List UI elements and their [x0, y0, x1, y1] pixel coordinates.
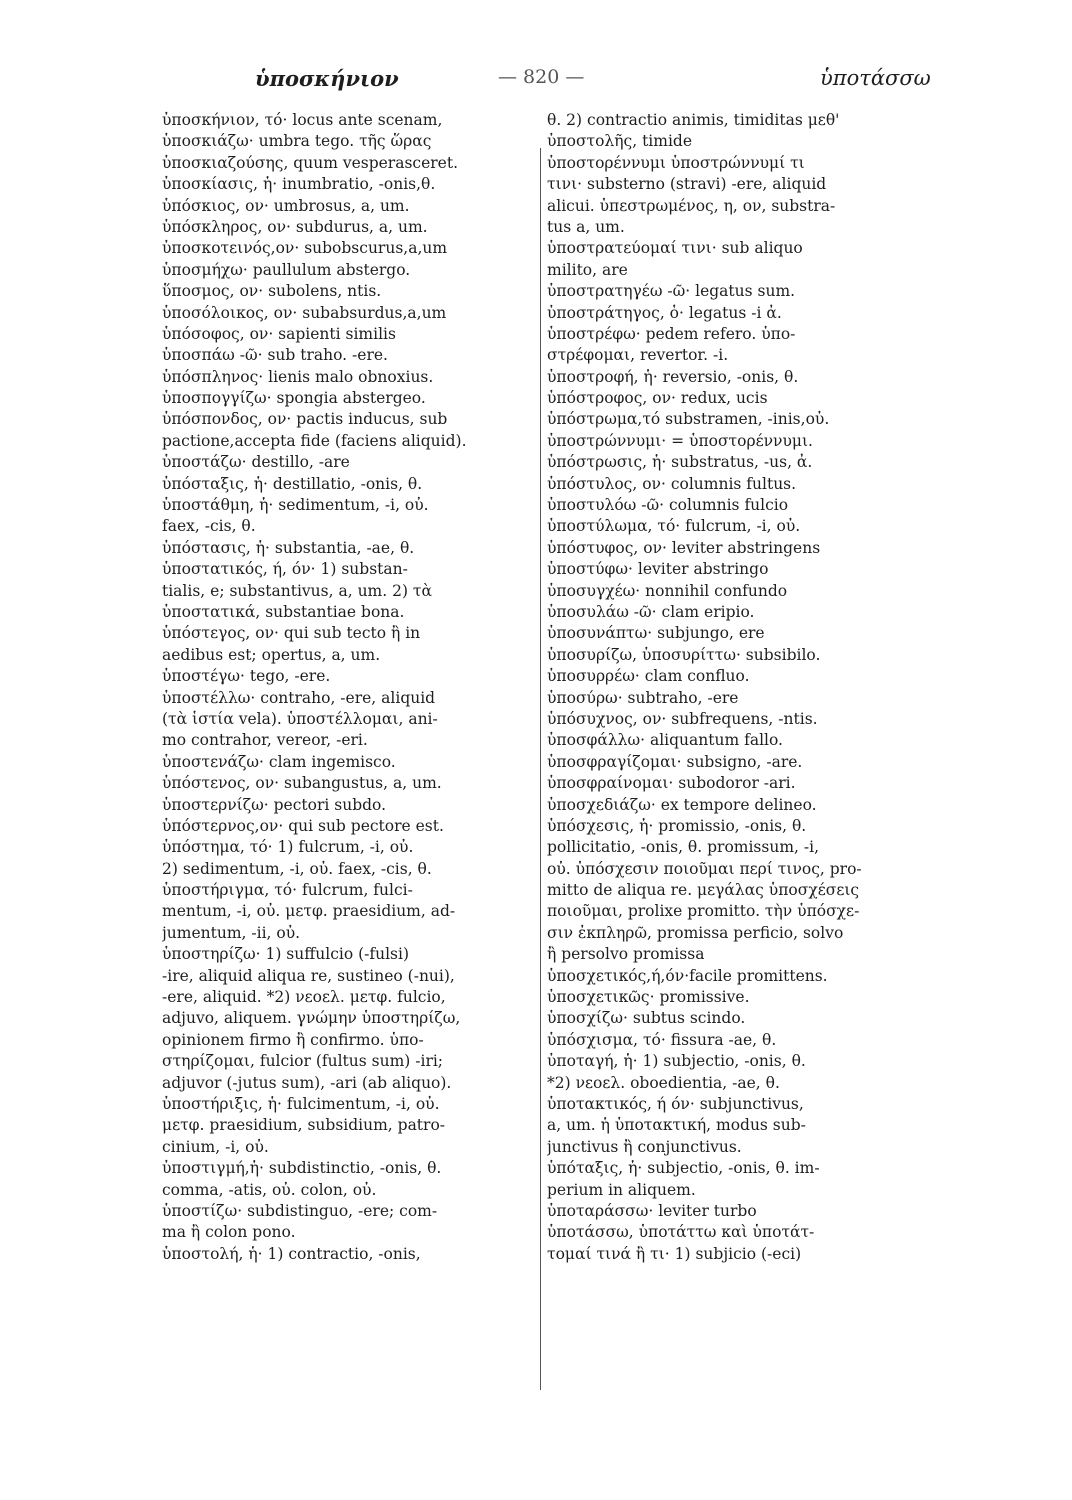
dictionary-line: ὑποστροφή, ἡ· reversio, -onis, θ.: [547, 367, 799, 386]
dictionary-line: ὑποστενάζω· clam ingemisco.: [162, 752, 396, 771]
dictionary-line: ὑποσυρίζω, ὑποσυρίττω· subsibilo.: [547, 645, 821, 664]
dictionary-line: ὑπόσχεσις, ἡ· promissio, -onis, θ.: [547, 816, 807, 835]
dictionary-line: ὑποσπογγίζω· spongia abstergeo.: [162, 389, 426, 408]
dictionary-line: ὑποσφραγίζομαι· subsigno, -are.: [547, 752, 803, 771]
dictionary-line: ὑποστηρίζω· 1) suffulcio (-fulsi): [162, 945, 410, 964]
dictionary-line: ὑπόσυχνος, ον· subfrequens, -ntis.: [547, 709, 818, 728]
dictionary-line: a, um. ἡ ὑποτακτική, modus sub-: [547, 1116, 806, 1135]
dictionary-line: ὑποσύρω· subtraho, -ere: [547, 688, 739, 707]
dictionary-line: ποιοῦμαι, prolixe promitto. τὴν ὑπόσχε-: [547, 902, 860, 921]
dictionary-line: ὑποστέγω· tego, -ere.: [162, 667, 331, 686]
dictionary-line: ὑπόσκιος, ον· umbrosus, a, um.: [162, 196, 410, 215]
dictionary-line: τομαί τινά ἢ τι· 1) subjicio (-eci): [547, 1244, 802, 1263]
dictionary-line: ὑποστολῆς, timide: [547, 132, 693, 151]
dictionary-line: ὑποσκοτεινός,ον· subobscurus,a,um: [162, 239, 448, 258]
dictionary-line: στρέφομαι, revertor. -i.: [547, 346, 729, 365]
dictionary-line: ὑποσόλοικος, ον· subabsurdus,a,um: [162, 303, 447, 322]
dictionary-line: ὑποστύφω· leviter abstringo: [547, 560, 769, 579]
dictionary-line: adjuvor (-jutus sum), -ari (ab aliquo).: [162, 1073, 452, 1092]
page-header: [0, 66, 1072, 92]
dictionary-line: ὑπόστενος, ον· subangustus, a, um.: [162, 774, 442, 793]
dictionary-line: comma, -atis, οὐ. colon, οὐ.: [162, 1180, 377, 1199]
dictionary-line: alicui. ὑπεστρωμένος, η, ον, substra-: [547, 196, 836, 215]
dictionary-line: ὑποτακτικός, ή όν· subjunctivus,: [547, 1094, 804, 1113]
dictionary-line: ὑποσχίζω· subtus scindo.: [547, 1009, 746, 1028]
dictionary-line: tus a, um.: [547, 217, 625, 236]
dictionary-line: ὑπόσπληνος· lienis malo obnoxius.: [162, 367, 434, 386]
dictionary-line: ὑποτάσσω, ὑποτάττω καὶ ὑποτάτ-: [547, 1223, 815, 1242]
dictionary-line: ὑποσκιάζω· umbra tego. τῆς ὥρας: [162, 132, 432, 151]
dictionary-line: ὑποσυλάω -ῶ· clam eripio.: [547, 602, 755, 621]
dictionary-line: jumentum, -ii, οὐ.: [162, 923, 301, 942]
dictionary-line: tialis, e; substantivus, a, um. 2) τὰ: [162, 581, 432, 600]
dictionary-line: μετφ. praesidium, subsidium, patro-: [162, 1116, 446, 1135]
dictionary-line: ὑποστατικά, substantiae bona.: [162, 602, 405, 621]
dictionary-line: ὑποσκιαζούσης, quum vesperasceret.: [162, 153, 458, 172]
dictionary-line: ὑποστολή, ἡ· 1) contractio, -onis,: [162, 1244, 421, 1263]
dictionary-line: στηρίζομαι, fulcior (fultus sum) -iri;: [162, 1052, 444, 1071]
dictionary-line: junctivus ἢ conjunctivus.: [547, 1137, 742, 1156]
dictionary-line: -ere, aliquid. *2) νεοελ. μετφ. fulcio,: [162, 988, 446, 1007]
dictionary-line: ὑποσμήχω· paullulum abstergo.: [162, 260, 411, 279]
column-divider: [540, 148, 541, 1390]
dictionary-line: ὑπόταξις, ἡ· subjectio, -onis, θ. im-: [547, 1159, 820, 1178]
dictionary-line: ὑποσχετικός,ή,όν·facile promittens.: [547, 966, 828, 985]
dictionary-line: ὑποστίζω· subdistinguo, -ere; com-: [162, 1201, 438, 1220]
dictionary-line: ὑποστρώννυμι· = ὑποστορέννυμι.: [547, 431, 813, 450]
dictionary-line: θ. 2) contractio animis, timiditas μεθ': [547, 111, 840, 129]
dictionary-line: ὑπόστρωσις, ἡ· substratus, -us, ἀ.: [547, 453, 813, 472]
dictionary-line: ὑποστερνίζω· pectori subdo.: [162, 795, 387, 814]
left-column: [162, 110, 534, 1265]
dictionary-line: (τὰ ἱστία vela). ὑποστέλλομαι, ani-: [162, 709, 438, 728]
dictionary-line: σιν ἐκπληρῶ, promissa perficio, solvo: [547, 923, 844, 942]
dictionary-line: pactione,accepta fide (faciens aliquid).: [162, 431, 467, 450]
dictionary-line: ὑπόστεγος, ον· qui sub tecto ἢ in: [162, 624, 421, 643]
dictionary-line: ὑπόσταξις, ἡ· destillatio, -onis, θ.: [162, 474, 423, 493]
dictionary-line: οὐ. ὑπόσχεσιν ποιοῦμαι περί τινος, pro-: [547, 859, 862, 878]
dictionary-line: ὑπόσπονδος, ον· pactis inducus, sub: [162, 410, 448, 429]
dictionary-line: ὑποσφάλλω· aliquantum fallo.: [547, 731, 783, 750]
dictionary-line: ὑπόστημα, τό· 1) fulcrum, -i, οὐ.: [162, 838, 414, 857]
dictionary-line: ὑποστύλωμα, τό· fulcrum, -i, οὐ.: [547, 517, 801, 536]
dictionary-line: τινι· substerno (stravi) -ere, aliquid: [547, 175, 827, 194]
dictionary-line: pollicitatio, -onis, θ. promissum, -i,: [547, 838, 819, 857]
dictionary-line: ὑποσφραίνομαι· subodoror -ari.: [547, 774, 796, 793]
dictionary-line: ὑποστυλόω -ῶ· columnis fulcio: [547, 496, 789, 515]
dictionary-line: ὑποστρατεύομαί τινι· sub aliquo: [547, 239, 803, 258]
dictionary-line: ὑποστέλλω· contraho, -ere, aliquid: [162, 688, 436, 707]
dictionary-line: ὑποστατικός, ή, όν· 1) substan-: [162, 560, 408, 579]
dictionary-line: faex, -cis, θ.: [162, 517, 256, 536]
dictionary-line: ὑποσυρρέω· clam confluo.: [547, 667, 750, 686]
dictionary-line: ἢ persolvo promissa: [547, 945, 705, 964]
dictionary-line: mitto de aliqua re. μεγάλας ὑποσχέσεις: [547, 881, 860, 900]
dictionary-line: ὑπόσχισμα, τό· fissura -ae, θ.: [547, 1030, 777, 1049]
dictionary-line: ὑποστάζω· destillo, -are: [162, 453, 350, 472]
dictionary-line: ὑπόστερνος,ον· qui sub pectore est.: [162, 816, 444, 835]
dictionary-line: ὑποστρέφω· pedem refero. ὑπο-: [547, 324, 796, 343]
header-right-guide-word: ὑποτάσσω: [820, 66, 931, 90]
dictionary-line: aedibus est; opertus, a, um.: [162, 645, 381, 664]
dictionary-line: milito, are: [547, 260, 628, 279]
dictionary-line: ma ἢ colon pono.: [162, 1223, 296, 1242]
dictionary-line: mentum, -i, οὐ. μετφ. praesidium, ad-: [162, 902, 456, 921]
right-column: [547, 110, 922, 1265]
dictionary-line: adjuvo, aliquem. γνώμην ὑποστηρίζω,: [162, 1009, 461, 1028]
dictionary-line: ὑποσπάω -ῶ· sub traho. -ere.: [162, 346, 388, 365]
dictionary-line: ὑποστήριξις, ἡ· fulcimentum, -i, οὐ.: [162, 1094, 440, 1113]
dictionary-line: ὑπόστυλος, ον· columnis fultus.: [547, 474, 797, 493]
dictionary-line: ὑποταράσσω· leviter turbo: [547, 1201, 757, 1220]
dictionary-line: ὕποσμος, ον· subolens, ntis.: [162, 282, 382, 301]
dictionary-line: ὑπόσκληρος, ον· subdurus, a, um.: [162, 217, 428, 236]
dictionary-line: ὑποσυγχέω· nonnihil confundo: [547, 581, 788, 600]
page-number: — 820 —: [498, 66, 585, 88]
dictionary-line: ὑποστήριγμα, τό· fulcrum, fulci-: [162, 881, 413, 900]
dictionary-line: 2) sedimentum, -i, οὐ. faex, -cis, θ.: [162, 859, 432, 878]
dictionary-line: ὑποσχεδιάζω· ex tempore delineo.: [547, 795, 817, 814]
dictionary-line: ὑποστρατηγέω -ῶ· legatus sum.: [547, 282, 796, 301]
dictionary-line: ὑπόστροφος, ον· redux, ucis: [547, 389, 768, 408]
dictionary-line: ὑπόστρωμα,τό substramen, -inis,οὐ.: [547, 410, 830, 429]
dictionary-line: opinionem firmo ἢ confirmo. ὑπο-: [162, 1030, 424, 1049]
dictionary-line: *2) νεοελ. oboedientia, -ae, θ.: [547, 1073, 780, 1092]
dictionary-line: ὑποστράτηγος, ὁ· legatus -i ἀ.: [547, 303, 782, 322]
dictionary-line: ὑποσκίασις, ἡ· inumbratio, -onis,θ.: [162, 175, 436, 194]
dictionary-line: -ire, aliquid aliqua re, sustineo (-nui),: [162, 966, 455, 985]
dictionary-line: perium in aliquem.: [547, 1180, 696, 1199]
dictionary-line: ὑποστάθμη, ἡ· sedimentum, -i, οὐ.: [162, 496, 429, 515]
dictionary-line: ὑπόσοφος, ον· sapienti similis: [162, 324, 396, 343]
dictionary-line: ὑπόστυφος, ον· leviter abstringens: [547, 538, 821, 557]
dictionary-line: ὑποσκήνιον, τό· locus ante scenam,: [162, 111, 443, 129]
header-left-guide-word: ὑποσκήνιον: [255, 66, 399, 91]
dictionary-line: mo contrahor, vereor, -eri.: [162, 731, 368, 750]
dictionary-line: ὑποταγή, ἡ· 1) subjectio, -onis, θ.: [547, 1052, 806, 1071]
dictionary-line: ὑποσυνάπτω· subjungo, ere: [547, 624, 765, 643]
dictionary-line: ὑποστορέννυμι ὑποστρώννυμί τι: [547, 153, 805, 172]
dictionary-line: ὑπόστασις, ἡ· substantia, -ae, θ.: [162, 538, 415, 557]
dictionary-line: ὑποσχετικῶς· promissive.: [547, 988, 750, 1007]
dictionary-line: cinium, -i, οὐ.: [162, 1137, 269, 1156]
dictionary-line: ὑποστιγμή,ἡ· subdistinctio, -onis, θ.: [162, 1159, 442, 1178]
